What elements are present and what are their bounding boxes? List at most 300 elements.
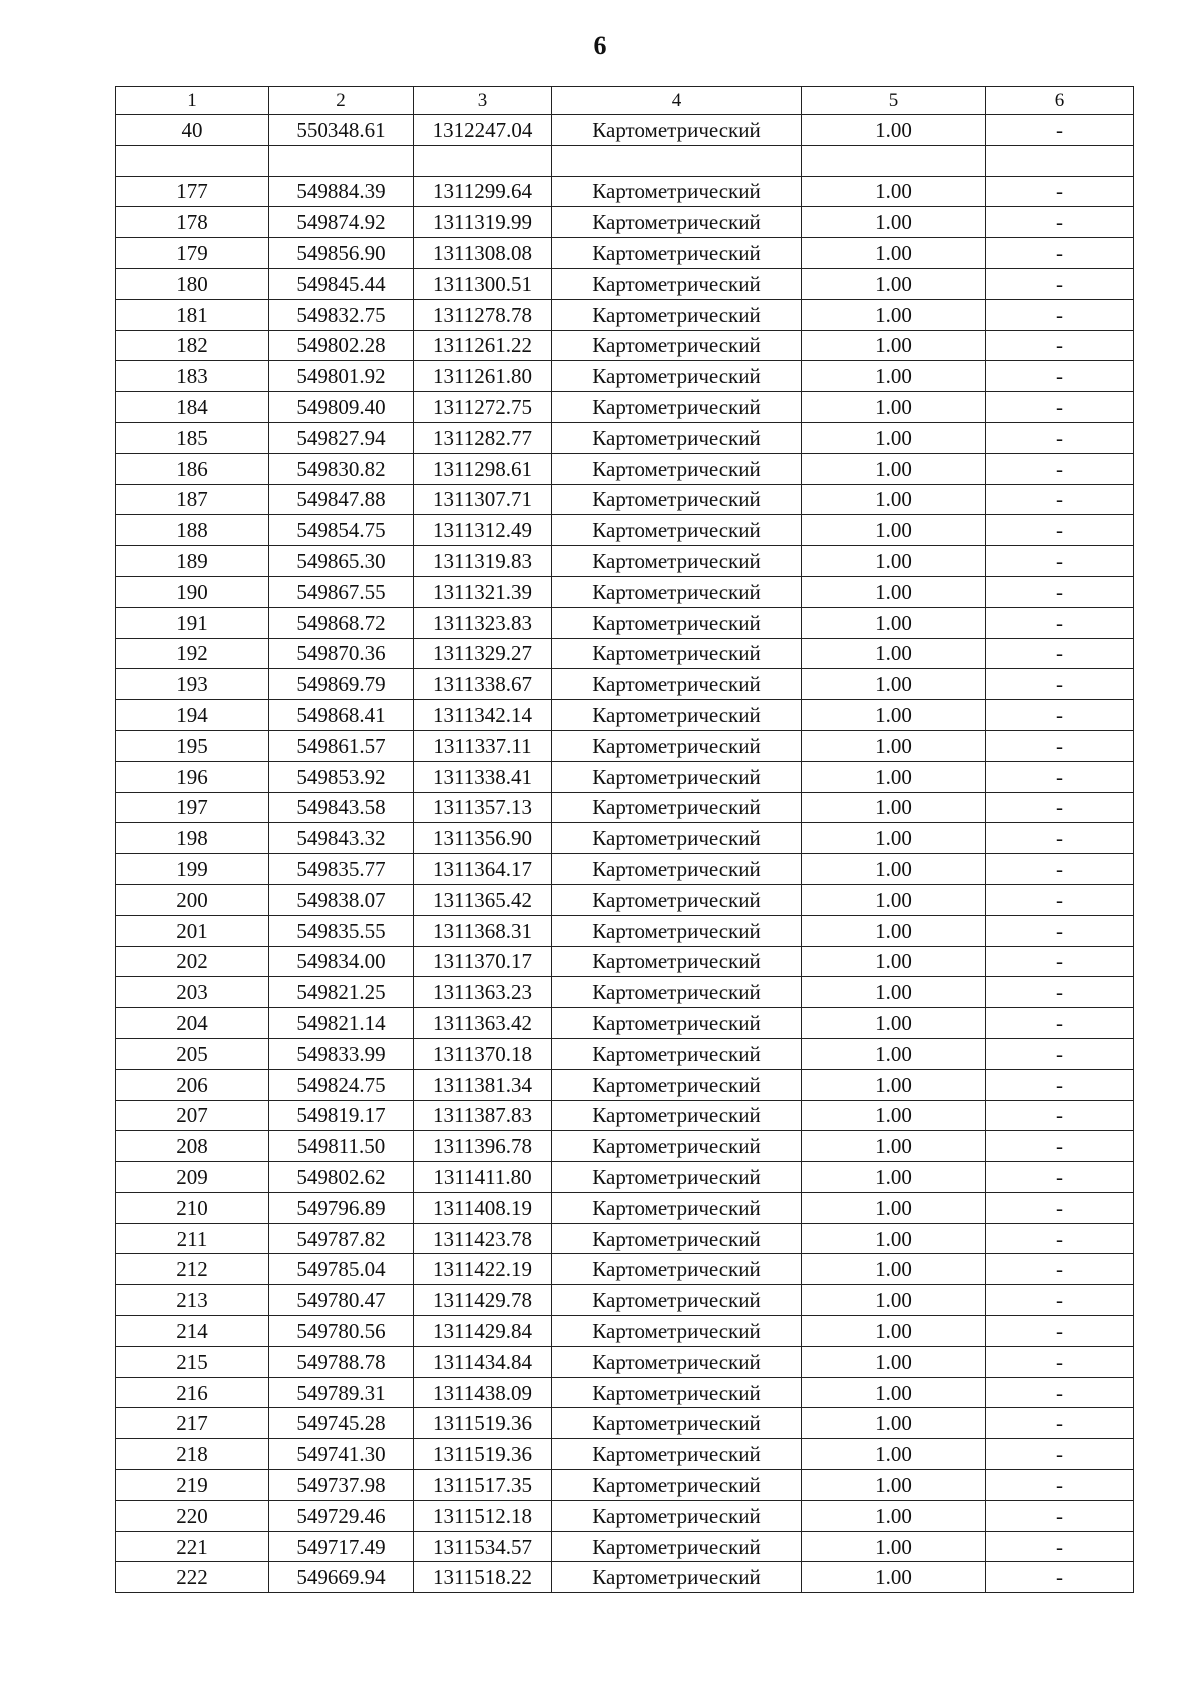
cell-note: - xyxy=(986,238,1134,269)
cell-method: Картометрический xyxy=(552,392,802,423)
cell-y-coordinate: 1311429.84 xyxy=(414,1316,552,1347)
cell-x-coordinate: 549780.56 xyxy=(269,1316,414,1347)
cell-y-coordinate: 1311338.67 xyxy=(414,669,552,700)
cell-method: Картометрический xyxy=(552,115,802,146)
table-row xyxy=(116,607,1134,638)
cell-note: - xyxy=(986,1192,1134,1223)
cell-x-coordinate: 549789.31 xyxy=(269,1377,414,1408)
cell-note: - xyxy=(986,1285,1134,1316)
cell-point-number: 192 xyxy=(116,638,269,669)
cell-method: Картометрический xyxy=(552,484,802,515)
cell-accuracy: 1.00 xyxy=(802,915,986,946)
cell-accuracy: 1.00 xyxy=(802,1562,986,1593)
cell-method: Картометрический xyxy=(552,422,802,453)
cell-point-number: 202 xyxy=(116,946,269,977)
table-row xyxy=(116,207,1134,238)
cell-x-coordinate: 549787.82 xyxy=(269,1223,414,1254)
cell-accuracy: 1.00 xyxy=(802,422,986,453)
cell-y-coordinate: 1311282.77 xyxy=(414,422,552,453)
cell-accuracy: 1.00 xyxy=(802,207,986,238)
cell-note: - xyxy=(986,700,1134,731)
cell-note: - xyxy=(986,730,1134,761)
cell-note: - xyxy=(986,1346,1134,1377)
cell-method: Картометрический xyxy=(552,1377,802,1408)
cell-accuracy: 1.00 xyxy=(802,1069,986,1100)
cell-note: - xyxy=(986,1162,1134,1193)
table-row xyxy=(116,1069,1134,1100)
cell-y-coordinate xyxy=(414,145,552,176)
cell-x-coordinate: 549847.88 xyxy=(269,484,414,515)
cell-x-coordinate: 549809.40 xyxy=(269,392,414,423)
cell-y-coordinate: 1311356.90 xyxy=(414,823,552,854)
cell-x-coordinate: 549729.46 xyxy=(269,1500,414,1531)
cell-accuracy: 1.00 xyxy=(802,1223,986,1254)
cell-method: Картометрический xyxy=(552,700,802,731)
cell-x-coordinate: 549669.94 xyxy=(269,1562,414,1593)
table-row xyxy=(116,238,1134,269)
cell-note: - xyxy=(986,422,1134,453)
cell-point-number: 201 xyxy=(116,915,269,946)
cell-y-coordinate: 1311323.83 xyxy=(414,607,552,638)
cell-x-coordinate: 549824.75 xyxy=(269,1069,414,1100)
cell-method: Картометрический xyxy=(552,238,802,269)
cell-y-coordinate: 1311319.99 xyxy=(414,207,552,238)
cell-method: Картометрический xyxy=(552,576,802,607)
cell-y-coordinate: 1311298.61 xyxy=(414,453,552,484)
cell-point-number: 178 xyxy=(116,207,269,238)
cell-point-number: 40 xyxy=(116,115,269,146)
table-row xyxy=(116,515,1134,546)
cell-x-coordinate: 549835.55 xyxy=(269,915,414,946)
cell-note: - xyxy=(986,607,1134,638)
cell-note: - xyxy=(986,484,1134,515)
cell-method: Картометрический xyxy=(552,1346,802,1377)
cell-accuracy: 1.00 xyxy=(802,1162,986,1193)
table-row xyxy=(116,268,1134,299)
table-row xyxy=(116,299,1134,330)
cell-note: - xyxy=(986,854,1134,885)
cell-y-coordinate: 1311519.36 xyxy=(414,1439,552,1470)
cell-x-coordinate: 549838.07 xyxy=(269,884,414,915)
table-row xyxy=(116,1408,1134,1439)
table-row xyxy=(116,576,1134,607)
column-header-2: 2 xyxy=(269,87,414,115)
cell-y-coordinate: 1311381.34 xyxy=(414,1069,552,1100)
cell-method: Картометрический xyxy=(552,792,802,823)
cell-method: Картометрический xyxy=(552,1162,802,1193)
cell-accuracy: 1.00 xyxy=(802,546,986,577)
cell-x-coordinate: 550348.61 xyxy=(269,115,414,146)
cell-method: Картометрический xyxy=(552,1192,802,1223)
cell-x-coordinate: 549868.41 xyxy=(269,700,414,731)
table-row xyxy=(116,422,1134,453)
cell-x-coordinate: 549865.30 xyxy=(269,546,414,577)
cell-note: - xyxy=(986,1008,1134,1039)
cell-point-number: 180 xyxy=(116,268,269,299)
cell-y-coordinate: 1311308.08 xyxy=(414,238,552,269)
table-row xyxy=(116,1100,1134,1131)
cell-x-coordinate: 549737.98 xyxy=(269,1470,414,1501)
cell-accuracy: 1.00 xyxy=(802,115,986,146)
cell-x-coordinate: 549854.75 xyxy=(269,515,414,546)
cell-point-number: 182 xyxy=(116,330,269,361)
cell-accuracy: 1.00 xyxy=(802,515,986,546)
cell-y-coordinate: 1311272.75 xyxy=(414,392,552,423)
cell-point-number: 213 xyxy=(116,1285,269,1316)
cell-point-number: 206 xyxy=(116,1069,269,1100)
cell-method: Картометрический xyxy=(552,884,802,915)
coordinates-table xyxy=(115,86,1134,1593)
cell-accuracy: 1.00 xyxy=(802,392,986,423)
cell-method: Картометрический xyxy=(552,299,802,330)
cell-accuracy: 1.00 xyxy=(802,361,986,392)
cell-accuracy: 1.00 xyxy=(802,607,986,638)
cell-point-number: 220 xyxy=(116,1500,269,1531)
cell-method: Картометрический xyxy=(552,1223,802,1254)
cell-note: - xyxy=(986,792,1134,823)
cell-x-coordinate: 549796.89 xyxy=(269,1192,414,1223)
cell-method: Картометрический xyxy=(552,669,802,700)
cell-method xyxy=(552,145,802,176)
cell-y-coordinate: 1311357.13 xyxy=(414,792,552,823)
cell-accuracy: 1.00 xyxy=(802,176,986,207)
cell-y-coordinate: 1311364.17 xyxy=(414,854,552,885)
table-row xyxy=(116,453,1134,484)
cell-point-number: 214 xyxy=(116,1316,269,1347)
column-header-6: 6 xyxy=(986,87,1134,115)
cell-method: Картометрический xyxy=(552,176,802,207)
cell-x-coordinate xyxy=(269,145,414,176)
cell-method: Картометрический xyxy=(552,515,802,546)
cell-note: - xyxy=(986,1562,1134,1593)
cell-point-number: 183 xyxy=(116,361,269,392)
table-row xyxy=(116,361,1134,392)
cell-x-coordinate: 549821.25 xyxy=(269,977,414,1008)
cell-point-number: 184 xyxy=(116,392,269,423)
cell-x-coordinate: 549835.77 xyxy=(269,854,414,885)
cell-accuracy: 1.00 xyxy=(802,1131,986,1162)
cell-accuracy: 1.00 xyxy=(802,700,986,731)
cell-y-coordinate: 1311423.78 xyxy=(414,1223,552,1254)
cell-method: Картометрический xyxy=(552,1254,802,1285)
cell-method: Картометрический xyxy=(552,1069,802,1100)
cell-method: Картометрический xyxy=(552,915,802,946)
cell-point-number: 204 xyxy=(116,1008,269,1039)
cell-x-coordinate: 549856.90 xyxy=(269,238,414,269)
cell-y-coordinate: 1311321.39 xyxy=(414,576,552,607)
cell-accuracy: 1.00 xyxy=(802,730,986,761)
cell-method: Картометрический xyxy=(552,1008,802,1039)
cell-method: Картометрический xyxy=(552,361,802,392)
cell-x-coordinate: 549780.47 xyxy=(269,1285,414,1316)
cell-note: - xyxy=(986,884,1134,915)
cell-accuracy: 1.00 xyxy=(802,1100,986,1131)
cell-x-coordinate: 549717.49 xyxy=(269,1531,414,1562)
cell-x-coordinate: 549867.55 xyxy=(269,576,414,607)
cell-x-coordinate: 549741.30 xyxy=(269,1439,414,1470)
cell-accuracy: 1.00 xyxy=(802,576,986,607)
cell-accuracy: 1.00 xyxy=(802,1500,986,1531)
cell-note: - xyxy=(986,1408,1134,1439)
cell-point-number: 208 xyxy=(116,1131,269,1162)
cell-note: - xyxy=(986,1131,1134,1162)
cell-y-coordinate: 1311342.14 xyxy=(414,700,552,731)
cell-accuracy: 1.00 xyxy=(802,1285,986,1316)
cell-method: Картометрический xyxy=(552,1439,802,1470)
cell-x-coordinate: 549819.17 xyxy=(269,1100,414,1131)
cell-accuracy: 1.00 xyxy=(802,1531,986,1562)
cell-y-coordinate: 1311319.83 xyxy=(414,546,552,577)
cell-x-coordinate: 549802.28 xyxy=(269,330,414,361)
cell-y-coordinate: 1311370.17 xyxy=(414,946,552,977)
cell-note: - xyxy=(986,115,1134,146)
cell-y-coordinate: 1311300.51 xyxy=(414,268,552,299)
cell-method: Картометрический xyxy=(552,1100,802,1131)
cell-y-coordinate: 1311519.36 xyxy=(414,1408,552,1439)
cell-y-coordinate: 1311312.49 xyxy=(414,515,552,546)
table-row xyxy=(116,176,1134,207)
cell-y-coordinate: 1311411.80 xyxy=(414,1162,552,1193)
cell-point-number: 187 xyxy=(116,484,269,515)
cell-method: Картометрический xyxy=(552,453,802,484)
cell-x-coordinate: 549868.72 xyxy=(269,607,414,638)
table-row xyxy=(116,1531,1134,1562)
table-row xyxy=(116,1131,1134,1162)
cell-point-number: 218 xyxy=(116,1439,269,1470)
cell-note: - xyxy=(986,453,1134,484)
table-row xyxy=(116,730,1134,761)
cell-note: - xyxy=(986,361,1134,392)
cell-x-coordinate: 549870.36 xyxy=(269,638,414,669)
cell-y-coordinate: 1311365.42 xyxy=(414,884,552,915)
cell-point-number: 196 xyxy=(116,761,269,792)
cell-point-number: 197 xyxy=(116,792,269,823)
cell-note: - xyxy=(986,638,1134,669)
cell-note: - xyxy=(986,207,1134,238)
cell-note xyxy=(986,145,1134,176)
cell-accuracy: 1.00 xyxy=(802,638,986,669)
cell-method: Картометрический xyxy=(552,1285,802,1316)
cell-accuracy: 1.00 xyxy=(802,1408,986,1439)
table-row xyxy=(116,638,1134,669)
cell-method: Картометрический xyxy=(552,1131,802,1162)
cell-point-number: 221 xyxy=(116,1531,269,1562)
cell-note: - xyxy=(986,1223,1134,1254)
cell-accuracy: 1.00 xyxy=(802,1008,986,1039)
cell-method: Картометрический xyxy=(552,946,802,977)
cell-note: - xyxy=(986,1316,1134,1347)
cell-point-number: 195 xyxy=(116,730,269,761)
column-header-5: 5 xyxy=(802,87,986,115)
cell-method: Картометрический xyxy=(552,330,802,361)
column-header-4: 4 xyxy=(552,87,802,115)
table-row xyxy=(116,115,1134,146)
cell-point-number: 200 xyxy=(116,884,269,915)
cell-note: - xyxy=(986,1100,1134,1131)
cell-point-number xyxy=(116,145,269,176)
table-row xyxy=(116,884,1134,915)
cell-x-coordinate: 549832.75 xyxy=(269,299,414,330)
cell-y-coordinate: 1311438.09 xyxy=(414,1377,552,1408)
cell-y-coordinate: 1311534.57 xyxy=(414,1531,552,1562)
cell-accuracy: 1.00 xyxy=(802,1439,986,1470)
cell-x-coordinate: 549745.28 xyxy=(269,1408,414,1439)
table-header-row xyxy=(116,87,1134,115)
table-row xyxy=(116,792,1134,823)
cell-point-number: 186 xyxy=(116,453,269,484)
cell-note: - xyxy=(986,946,1134,977)
table-row xyxy=(116,330,1134,361)
cell-method: Картометрический xyxy=(552,207,802,238)
cell-note: - xyxy=(986,576,1134,607)
cell-y-coordinate: 1311337.11 xyxy=(414,730,552,761)
cell-accuracy: 1.00 xyxy=(802,1346,986,1377)
cell-point-number: 188 xyxy=(116,515,269,546)
cell-x-coordinate: 549853.92 xyxy=(269,761,414,792)
cell-point-number: 179 xyxy=(116,238,269,269)
cell-point-number: 203 xyxy=(116,977,269,1008)
cell-accuracy: 1.00 xyxy=(802,1377,986,1408)
cell-y-coordinate: 1311278.78 xyxy=(414,299,552,330)
cell-y-coordinate: 1311363.42 xyxy=(414,1008,552,1039)
cell-accuracy: 1.00 xyxy=(802,1470,986,1501)
cell-method: Картометрический xyxy=(552,1562,802,1593)
cell-y-coordinate: 1311434.84 xyxy=(414,1346,552,1377)
cell-point-number: 181 xyxy=(116,299,269,330)
cell-x-coordinate: 549833.99 xyxy=(269,1038,414,1069)
cell-point-number: 209 xyxy=(116,1162,269,1193)
cell-y-coordinate: 1311368.31 xyxy=(414,915,552,946)
cell-note: - xyxy=(986,176,1134,207)
cell-y-coordinate: 1311299.64 xyxy=(414,176,552,207)
cell-point-number: 177 xyxy=(116,176,269,207)
cell-accuracy: 1.00 xyxy=(802,1038,986,1069)
cell-accuracy: 1.00 xyxy=(802,299,986,330)
cell-point-number: 215 xyxy=(116,1346,269,1377)
cell-y-coordinate: 1311429.78 xyxy=(414,1285,552,1316)
table-row xyxy=(116,1162,1134,1193)
cell-x-coordinate: 549830.82 xyxy=(269,453,414,484)
cell-point-number: 210 xyxy=(116,1192,269,1223)
cell-accuracy: 1.00 xyxy=(802,669,986,700)
column-header-3: 3 xyxy=(414,87,552,115)
cell-method: Картометрический xyxy=(552,1531,802,1562)
cell-point-number: 189 xyxy=(116,546,269,577)
cell-y-coordinate: 1311363.23 xyxy=(414,977,552,1008)
cell-point-number: 193 xyxy=(116,669,269,700)
table-row xyxy=(116,700,1134,731)
cell-note: - xyxy=(986,761,1134,792)
cell-point-number: 207 xyxy=(116,1100,269,1131)
cell-note: - xyxy=(986,823,1134,854)
table-header xyxy=(116,87,1134,115)
cell-x-coordinate: 549869.79 xyxy=(269,669,414,700)
cell-method: Картометрический xyxy=(552,638,802,669)
cell-point-number: 205 xyxy=(116,1038,269,1069)
cell-accuracy: 1.00 xyxy=(802,268,986,299)
cell-point-number: 198 xyxy=(116,823,269,854)
cell-method: Картометрический xyxy=(552,1470,802,1501)
cell-note: - xyxy=(986,330,1134,361)
cell-accuracy: 1.00 xyxy=(802,792,986,823)
table-row xyxy=(116,145,1134,176)
cell-y-coordinate: 1311307.71 xyxy=(414,484,552,515)
cell-method: Картометрический xyxy=(552,854,802,885)
cell-note: - xyxy=(986,546,1134,577)
cell-note: - xyxy=(986,392,1134,423)
cell-accuracy: 1.00 xyxy=(802,854,986,885)
cell-note: - xyxy=(986,915,1134,946)
cell-x-coordinate: 549811.50 xyxy=(269,1131,414,1162)
cell-point-number: 185 xyxy=(116,422,269,453)
page-number: 6 xyxy=(593,31,607,60)
cell-method: Картометрический xyxy=(552,546,802,577)
table-row xyxy=(116,1316,1134,1347)
table-row xyxy=(116,1008,1134,1039)
cell-note: - xyxy=(986,1531,1134,1562)
cell-method: Картометрический xyxy=(552,1500,802,1531)
table-row xyxy=(116,669,1134,700)
cell-point-number: 191 xyxy=(116,607,269,638)
cell-point-number: 216 xyxy=(116,1377,269,1408)
cell-accuracy: 1.00 xyxy=(802,1192,986,1223)
cell-y-coordinate: 1311518.22 xyxy=(414,1562,552,1593)
cell-method: Картометрический xyxy=(552,977,802,1008)
cell-note: - xyxy=(986,1439,1134,1470)
cell-method: Картометрический xyxy=(552,761,802,792)
column-header-1: 1 xyxy=(116,87,269,115)
cell-y-coordinate: 1311512.18 xyxy=(414,1500,552,1531)
cell-method: Картометрический xyxy=(552,823,802,854)
table-row xyxy=(116,761,1134,792)
cell-accuracy: 1.00 xyxy=(802,823,986,854)
table-row xyxy=(116,1470,1134,1501)
cell-method: Картометрический xyxy=(552,730,802,761)
cell-x-coordinate: 549802.62 xyxy=(269,1162,414,1193)
cell-accuracy: 1.00 xyxy=(802,946,986,977)
table-row xyxy=(116,1500,1134,1531)
cell-x-coordinate: 549845.44 xyxy=(269,268,414,299)
cell-y-coordinate: 1312247.04 xyxy=(414,115,552,146)
cell-point-number: 190 xyxy=(116,576,269,607)
cell-x-coordinate: 549821.14 xyxy=(269,1008,414,1039)
cell-y-coordinate: 1311396.78 xyxy=(414,1131,552,1162)
cell-note: - xyxy=(986,1470,1134,1501)
cell-method: Картометрический xyxy=(552,1038,802,1069)
cell-point-number: 222 xyxy=(116,1562,269,1593)
cell-point-number: 219 xyxy=(116,1470,269,1501)
cell-x-coordinate: 549843.32 xyxy=(269,823,414,854)
cell-x-coordinate: 549843.58 xyxy=(269,792,414,823)
cell-accuracy: 1.00 xyxy=(802,330,986,361)
cell-note: - xyxy=(986,515,1134,546)
table-row xyxy=(116,946,1134,977)
cell-accuracy: 1.00 xyxy=(802,884,986,915)
table-row xyxy=(116,1223,1134,1254)
cell-accuracy: 1.00 xyxy=(802,1316,986,1347)
cell-x-coordinate: 549788.78 xyxy=(269,1346,414,1377)
cell-x-coordinate: 549861.57 xyxy=(269,730,414,761)
table-row xyxy=(116,1254,1134,1285)
table-row xyxy=(116,1377,1134,1408)
table-row xyxy=(116,484,1134,515)
cell-x-coordinate: 549834.00 xyxy=(269,946,414,977)
cell-y-coordinate: 1311408.19 xyxy=(414,1192,552,1223)
table-row xyxy=(116,392,1134,423)
cell-y-coordinate: 1311329.27 xyxy=(414,638,552,669)
cell-x-coordinate: 549801.92 xyxy=(269,361,414,392)
cell-note: - xyxy=(986,299,1134,330)
